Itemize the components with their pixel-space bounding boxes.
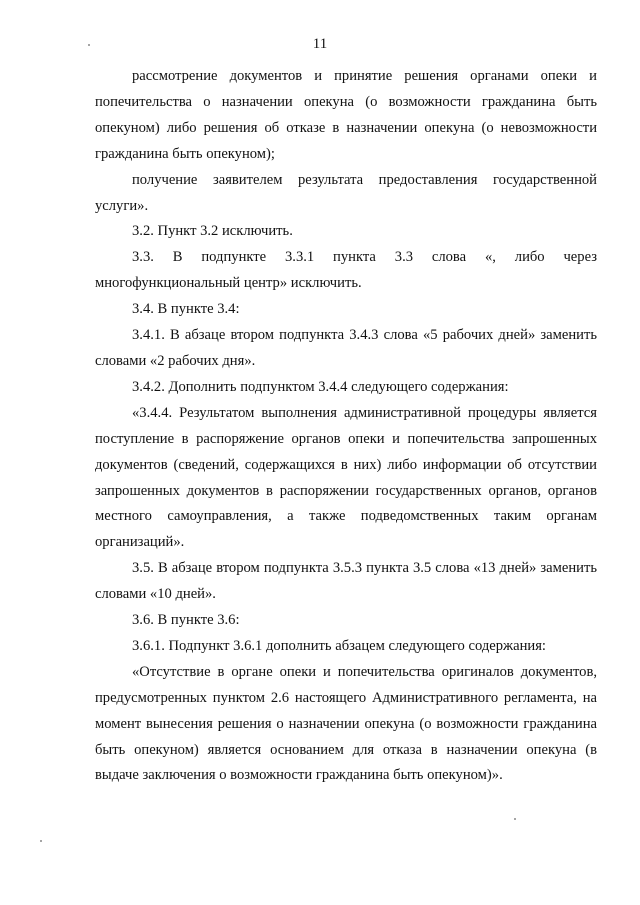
paragraph: 3.6.1. Подпункт 3.6.1 дополнить абзацем следующего содержания: — [132, 637, 546, 654]
paragraph: «Отсутствие в органе опеки и попечительства оригиналов документов, предусмотренных пунктом 2.6 настоящего Административного регламента, на момент вынесения решения о назначении опекуна (о возможности гражданина быть опекуном) является основанием для отказа в назначении опекуна (в выдаче заключения о возможности гражданина быть опекуном)». — [95, 663, 597, 784]
paragraph: 3.4.1. В абзаце втором подпункта 3.4.3 слова «5 рабочих дней» заменить словами «2 рабочих дня». — [95, 327, 597, 369]
paragraph: рассмотрение документов и принятие решения органами опеки и попечительства о назначении опекуна (о возможности гражданина быть опекуном) либо решения об отказе в назначении опекуна (о невозможности гражданина быть опекуном); — [95, 68, 597, 162]
paragraph: «3.4.4. Результатом выполнения административной процедуры является поступление в распоряжение органов опеки и попечительства запрошенных документов (сведений, содержащихся в них) либо информации об отсутствии запрошенных документов в распоряжении государственных органов, органов местного самоуправления, а также подведомственных таким органам организаций». — [95, 404, 597, 551]
scan-speck — [40, 840, 42, 842]
paragraph: получение заявителем результата предоставления государственной услуги». — [95, 171, 597, 214]
paragraph: 3.2. Пункт 3.2 исключить. — [132, 223, 293, 240]
scan-speck — [88, 44, 90, 46]
scan-speck — [514, 818, 516, 820]
document-body — [95, 64, 597, 789]
paragraph: 3.6. В пункте 3.6: — [132, 612, 240, 629]
paragraph: 3.4.2. Дополнить подпунктом 3.4.4 следующего содержания: — [132, 378, 509, 395]
paragraph: 3.5. В абзаце втором подпункта 3.5.3 пункта 3.5 слова «13 дней» заменить словами «10 дней». — [95, 560, 597, 603]
page-number: 11 — [312, 36, 328, 52]
paragraph: 3.4. В пункте 3.4: — [132, 301, 240, 318]
paragraph: 3.3. В подпункте 3.3.1 пункта 3.3 слова «, либо через многофункциональный центр» исключить. — [95, 249, 597, 292]
